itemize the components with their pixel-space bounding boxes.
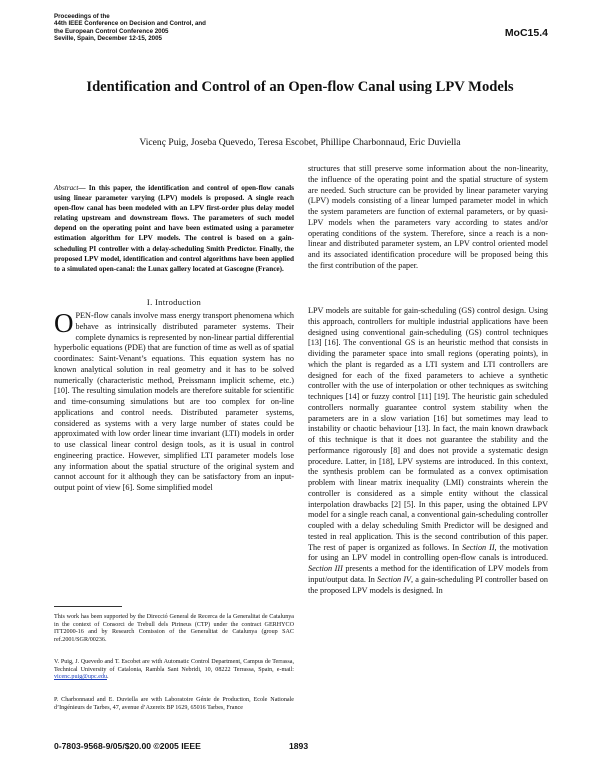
paper-title: Identification and Control of an Open-flow Canal using LPV Models	[86, 79, 514, 95]
footnote-affiliation-upc	[54, 659, 294, 682]
paragraph-text: , a gain-scheduling PI controller based on the proposed LPV models is designed. In	[308, 574, 548, 595]
proceedings-header	[54, 13, 314, 43]
right-paragraph-2	[308, 306, 548, 596]
footnote-rule	[54, 606, 122, 607]
proceedings-line: Seville, Spain, December 12-15, 2005	[54, 35, 163, 43]
intro-text: PEN-flow canals involve mass energy transport phenomena which behave as intrinsically distributed parameter systems. Their complete dynamics is represented by non-linear partial differential hyperbolic equations (PDE) that are function of time as well as of spatial coordinates: Saint-Venant’s equations. This equation system has no known analytical solution in real geometry and it has to be solved numerically (characteristic method, Preissmann implicit scheme, etc.) [10]. The resulting simulation models are therefore suitable for scientific and time-consuming simulations but are too complex for on-line applications and control needs. Distributed parameter systems, considered as systems with a very large number of states could be approximated with low order linear time invariant (LTI) models in order to use classical linear control design tools, as it is usual in control engineering practice. However, simplified LTI parameter models lose any information about the spatial structure of the original system and cannot account for it although they can be satisfactory from an input-output point of view [6]. Some simplified model	[54, 311, 294, 492]
footnote-affiliation-text: V. Puig, J. Quevedo and T. Escobet are with Automatic Control Department, Campus de Terrassa, Technical University of Catalonia, Rambla Sant Nebridi, 10, 08222 Terrassa, Spain, e-mail:	[54, 659, 294, 673]
email-link[interactable]: vicenc.puig@upc.edu	[54, 674, 107, 681]
drop-cap: O	[54, 308, 74, 338]
author-list: Vicenç Puig, Joseba Quevedo, Teresa Escobet, Phillipe Charbonnaud, Eric Duviella	[139, 137, 461, 148]
footnote-funding: This work has been supported by the Direcció General de Recerca de la Generalitat de Catalunya in the context of Consorci de Trebull dels Pirineus (CTP) under the contract GERHYCO ITT2000-16 and by Research Comission of the Generalitat de Catalunya (group SAC ref.2001/SGR/00236.	[54, 614, 294, 643]
section-ref: Section II	[462, 542, 495, 552]
paragraph-text: , the motivation for using an LPV model in controlling open-flow canals is introduced.	[308, 542, 548, 563]
right-paragraph-1: structures that still preserve some information about the non-linearity, the influence of the operating point and the spatial structure of system are needed. Such structure can be provided by linear parameter varying (LPV) models consisting of a linear lumped parameter model in which the system parameters are function of external parameters, or by quasi-LPV models when the parameters vary according to states and/or operating conditions of the system. Therefore, since a reach is a non-linear and distributed parameter system, an LPV control oriented model and its associated identification procedure will be proposed being this the first contribution of the paper.	[308, 164, 548, 270]
proceedings-line: Proceedings of the	[54, 13, 110, 20]
intro-paragraph	[54, 308, 294, 494]
abstract-label: Abstract	[54, 184, 79, 192]
footnote-affiliation-enit: P. Charbonnaud and E. Duviella are with Laboratoire Génie de Production, Ecole Nationale d’Ingénieurs de Tarbes, 47, avenue d’Azereix BP 1629, 65016 Tarbes, France	[54, 697, 294, 711]
section-ref: Section IV	[377, 574, 412, 584]
footnote-period: .	[107, 674, 109, 681]
page-number: 1893	[289, 741, 309, 751]
abstract-text: — In this paper, the identification and control of open-flow canals using linear parameter varying (LPV) models is proposed. A single reach open-flow canal has been modeled with an LPV first-order plus delay model relating upstream and downstream flows. The parameters of such model depend on the operating point and have been estimated using a parameter estimation algorithm for LPV models. The control is based on a gain-scheduling PI controller with a delay-scheduling Smith Predictor. Finally, the proposed LPV model, identification and control algorithms have been applied to a simulated open-canal: the Lunax gallery located at Gascogne (France).	[54, 184, 294, 273]
section-heading: I. Introduction	[146, 297, 202, 307]
section-ref: Section III	[308, 564, 343, 573]
session-code: MoC15.4	[504, 27, 548, 39]
paragraph-text: presents a method for the identification of LPV models from input/output data. In	[308, 564, 548, 584]
paragraph-text: LPV models are suitable for gain-scheduling (GS) control design. Using this approach, controllers for multiple industrial applications have been designed using conventional gain-scheduling (GS) control techniques [13] [16]. The conventional GS is an heuristic method that consists in dividing the parameter space into small regions (operating points), in which the plant is regarded as a LTI system and LTI controllers are designed for each of the fixed parameters to achieve a synthetic controller with the use of interpolation or other techniques as switching techniques [14] or fuzzy control [11] [19]. The heuristic gain scheduled controllers normally guarantee control system stability when the parameters are in a slow variation [16] but sometimes may lead to instability or chaotic behaviour [13]. In fact, the main known drawback of this technique is that it does not guarantee the stability and the performance rigorously [8] and does not provide a systematic design procedure. Latter, in [18], LPV systems are introduced. In this context, the synthesis problem can be formulated as a convex optimisation problem with linear matrix inequality (LMI) constraints wherein the controller is considered as a simple entity without the classical interpolation drawbacks [2] [5]. In this paper, using the obtained LPV model for a single reach canal, a conventional gain-scheduling controller coupled with a delay scheduling Smith Predictor will be designed and tested in real application. This is the second contribution of this paper. The rest of paper is organized as follows. In	[308, 306, 548, 552]
proceedings-line: 44th IEEE Conference on Decision and Control, and	[54, 20, 206, 28]
isbn-footer: 0-7803-9568-9/05/$20.00 ©2005 IEEE	[54, 741, 201, 751]
abstract	[54, 183, 294, 274]
proceedings-line: the European Control Conference 2005	[54, 27, 169, 35]
